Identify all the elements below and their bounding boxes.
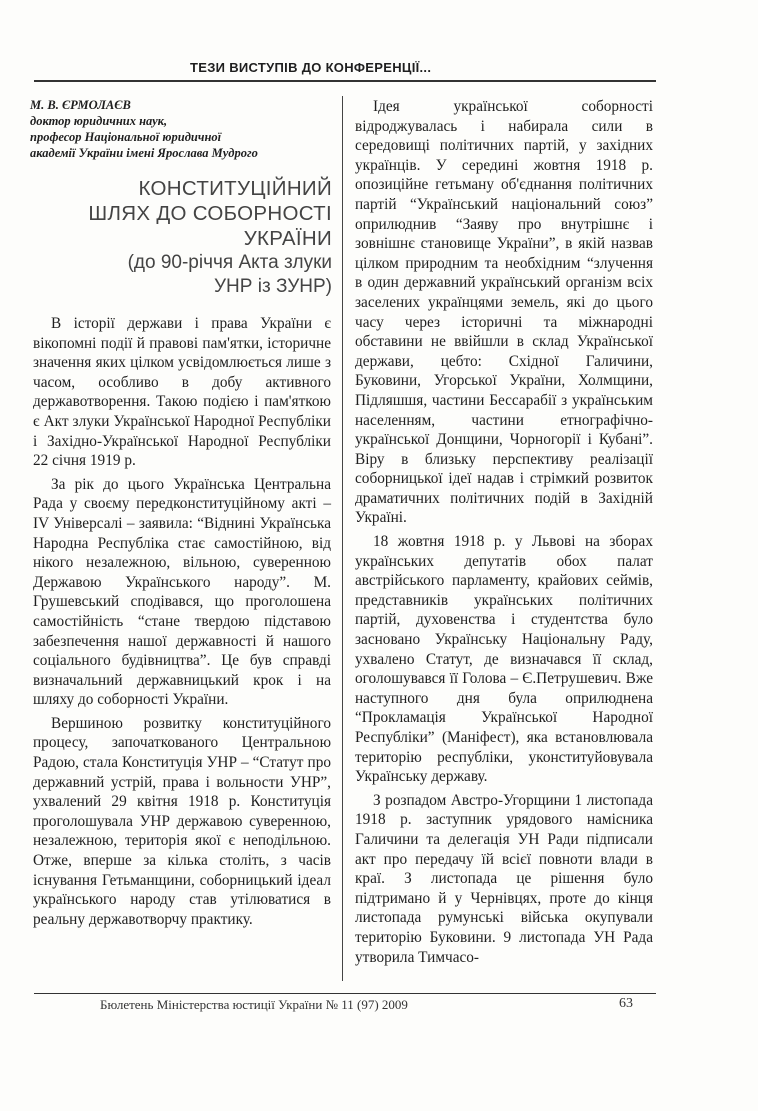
top-rule (34, 80, 656, 82)
title-line-3: УКРАЇНИ (243, 227, 332, 250)
paragraph: За рік до цього Українська Центральна Рада у своєму передконституційному акті – IV Універсалі – заявила: “Віднині Українська Народна Республіка стає самостійною, від нікого незалежною, вільною, суверенною Державою Українського народу”. М. Грушевський сподівався, що проголошена самостійність “стане твердою підставою забезпечення нашої державності й нашого соціального будівництва”. Це був справді визначальний державницький крок і на шляху до соборності України. (33, 475, 331, 709)
author-name: М. В. ЄРМОЛАЄВ (30, 98, 131, 112)
right-column (355, 97, 653, 971)
author-degree: доктор юридичних наук, (30, 114, 168, 128)
paragraph: Вершиною розвитку конституційного процесу, започаткованого Центральною Радою, стала Конституція УНР – “Статут про державний устрій, права і вольности УНР”, ухвалений 29 квітня 1918 р. Конституція проголошувала УНР державою суверенною, незалежною, територія якої є неподільною. Отже, вперше за кілька століть, з часів існування Гетьманщини, соборницький ідеал українського народу став утілюватися в реальну державотворчу практику. (33, 714, 331, 928)
column-divider (342, 96, 343, 981)
subtitle-line-2: УНР із ЗУНР) (213, 276, 332, 297)
page-number: 63 (619, 996, 633, 1011)
paragraph: Ідея української соборності відроджувалась і набирала сили в середовищі політичних партій, у західних українців. У середині жовтня 1918 р. опозиційне гетьману об'єднання політичних партій “Український національний союз” оприлюднив “Заяву про внутрішнє і зовнішнє становище України”, в якій назвав цілком природним та необхідним “злучення в один державний український організм всіх заселених українцями земель, які до цього часу через історичні та міжнародні обставини не ввійшли в склад Української держави, цебто: Східної Галичини, Буковини, Угорської України, Холмщини, Підляшшя, частини Бессарабії з українським населенням, частини етнографічно-української Донщини, Чорногорії і Кубані”. Віру в близьку перспективу реалізації соборницької ідеї надав і стрімкий розвиток драматичних політичних подій в Західній Україні. (355, 98, 653, 527)
author-position: професор Національної юридичної (30, 130, 222, 144)
title-line-2: ШЛЯХ ДО СОБОРНОСТІ (88, 202, 332, 225)
running-head: ТЕЗИ ВИСТУПІВ ДО КОНФЕРЕНЦІЇ... (190, 60, 432, 75)
paragraph: З розпадом Австро-Угорщини 1 листопада 1918 р. заступник урядового намісника Галичини та делегація УН Ради підписали акт про передачу їй всієї повноти влади в краї. З листопада це рішення було підтримано й у Чернівцях, проте до кінця листопада румунські війська окупували територію Буковини. 9 листопада УН Рада утворила Тимчасо- (355, 791, 653, 966)
journal-footer: Бюлетень Міністерства юстиції України № 11 (97) 2009 (100, 997, 408, 1012)
paragraph: 18 жовтня 1918 р. у Львові на зборах українських депутатів обох палат австрійського парламенту, крайових сеймів, представників українських політичних партій, духовенства і студентства було засновано Українську Національну Раду, ухвалено Статут, де визначався її склад, оголошувався її Голова – Є.Петрушевич. Вже наступного дня була оприлюднена “Прокламація Української Народної Республіки” (Маніфест), яка встановлювала територію республіки, уконституйовувала Українську державу. (355, 533, 653, 786)
subtitle-line-1: (до 90-річчя Акта злуки (127, 252, 332, 273)
author-affiliation: академії України імені Ярослава Мудрого (30, 146, 258, 160)
paragraph: В історії держави і права України є вікопомні події й правові пам'ятки, історичне значення яких цілком усвідомлюється лише з часом, особливо в добу активного державотворення. Такою подією і пам'яткою є Акт злуки Української Народної Республіки і Західно-Української Народної Республіки 22 січня 1919 р. (33, 315, 331, 470)
title-line-1: КОНСТИТУЦІЙНИЙ (138, 177, 332, 200)
article-title (60, 176, 332, 299)
bottom-rule (34, 993, 656, 994)
author-block (30, 97, 330, 161)
left-column (33, 314, 331, 933)
